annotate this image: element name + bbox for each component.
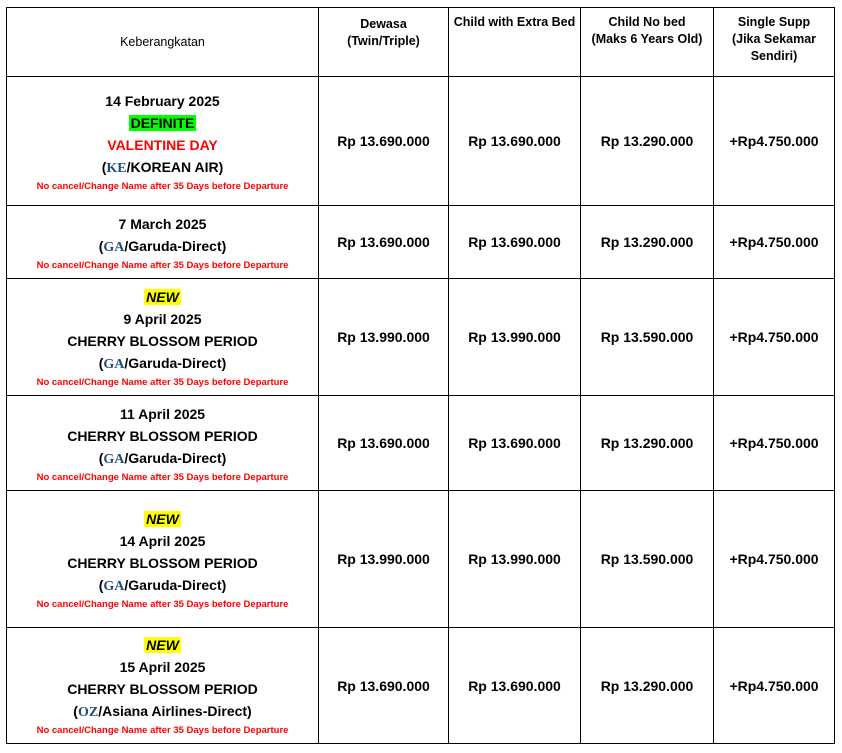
airline-code: GA — [103, 451, 125, 467]
airline-line: (GA/Garuda-Direct) — [98, 576, 227, 594]
period-label: CHERRY BLOSSOM PERIOD — [67, 681, 258, 697]
departure-date: 11 April 2025 — [119, 405, 206, 422]
cancel-note: No cancel/Change Name after 35 Days before Departure — [36, 725, 289, 736]
airline-name: /Garuda-Direct) — [124, 237, 227, 254]
airline-code: GA — [103, 356, 125, 372]
price-adult: Rp 13.990.000 — [319, 279, 449, 396]
header-single-line3: Sendiri) — [750, 49, 798, 63]
cancel-note: No cancel/Change Name after 35 Days before Departure — [36, 376, 289, 388]
airline-name: /Garuda-Direct) — [124, 449, 227, 466]
header-child-extra-bed-text: Child with Extra Bed — [453, 15, 576, 29]
price-child-extra-bed: Rp 13.690.000 — [449, 77, 581, 206]
airline-line: (GA/Garuda-Direct) — [98, 237, 227, 255]
price-single-supp: +Rp4.750.000 — [714, 628, 835, 744]
price-child-extra-bed: Rp 13.990.000 — [449, 491, 581, 628]
price-child-extra-bed: Rp 13.990.000 — [449, 279, 581, 396]
departure-date: 14 April 2025 — [119, 532, 206, 549]
price-adult: Rp 13.990.000 — [319, 491, 449, 628]
departure-cell — [7, 491, 319, 628]
price-adult: Rp 13.690.000 — [319, 628, 449, 744]
period-label: CHERRY BLOSSOM PERIOD — [67, 427, 258, 444]
new-badge: NEW — [146, 288, 179, 305]
price-child-no-bed: Rp 13.590.000 — [581, 491, 714, 628]
period-label: CHERRY BLOSSOM PERIOD — [67, 332, 258, 349]
price-single-supp: +Rp4.750.000 — [714, 396, 835, 491]
price-single-supp: +Rp4.750.000 — [714, 206, 835, 279]
table-row — [7, 396, 835, 491]
departure-cell — [7, 279, 319, 396]
price-single-supp: +Rp4.750.000 — [714, 279, 835, 396]
definite-badge: DEFINITE — [130, 114, 195, 131]
airline-code: OZ — [77, 705, 99, 720]
airline-line: (GA/Garuda-Direct) — [98, 354, 227, 372]
cancel-note: No cancel/Change Name after 35 Days before Departure — [36, 180, 289, 192]
price-child-no-bed: Rp 13.590.000 — [581, 279, 714, 396]
table-row — [7, 491, 835, 628]
header-adult-line2: (Twin/Triple) — [347, 34, 420, 48]
departure-date: 15 April 2025 — [119, 659, 206, 675]
departure-cell — [7, 77, 319, 206]
table-row — [7, 279, 835, 396]
airline-line: (GA/Garuda-Direct) — [98, 449, 227, 467]
price-adult: Rp 13.690.000 — [319, 206, 449, 279]
cancel-note: No cancel/Change Name after 35 Days before Departure — [36, 598, 289, 610]
table-row — [7, 628, 835, 744]
new-badge: NEW — [146, 510, 179, 527]
header-child-no-bed-line1: Child No bed — [608, 15, 686, 29]
price-child-no-bed: Rp 13.290.000 — [581, 77, 714, 206]
airline-name: /Asiana Airlines-Direct) — [98, 703, 252, 719]
airline-code: KE — [106, 160, 127, 176]
header-departure-text: Keberangkatan — [120, 34, 205, 49]
table-row — [7, 206, 835, 279]
header-single-supp — [714, 8, 835, 77]
price-child-extra-bed: Rp 13.690.000 — [449, 396, 581, 491]
price-table — [6, 7, 835, 744]
airline-line: (OZ/Asiana Airlines-Direct) — [73, 703, 252, 720]
price-child-extra-bed: Rp 13.690.000 — [449, 206, 581, 279]
airline-code: GA — [103, 578, 125, 594]
price-child-no-bed: Rp 13.290.000 — [581, 206, 714, 279]
header-child-extra-bed — [449, 8, 581, 77]
cancel-note: No cancel/Change Name after 35 Days before Departure — [36, 471, 289, 483]
header-adult — [319, 8, 449, 77]
cancel-note: No cancel/Change Name after 35 Days before Departure — [36, 259, 289, 271]
departure-date: 14 February 2025 — [105, 92, 220, 109]
header-child-no-bed — [581, 8, 714, 77]
price-adult: Rp 13.690.000 — [319, 396, 449, 491]
header-departure — [7, 8, 319, 77]
price-single-supp: +Rp4.750.000 — [714, 491, 835, 628]
airline-name: /KOREAN AIR) — [126, 158, 224, 175]
airline-name: /Garuda-Direct) — [124, 576, 227, 593]
period-label: CHERRY BLOSSOM PERIOD — [67, 554, 258, 571]
departure-cell — [7, 206, 319, 279]
header-child-no-bed-line2: (Maks 6 Years Old) — [591, 32, 703, 46]
departure-cell — [7, 396, 319, 491]
price-adult: Rp 13.690.000 — [319, 77, 449, 206]
airline-line: (KE/KOREAN AIR) — [101, 158, 224, 176]
header-single-line2: (Jika Sekamar — [731, 32, 817, 46]
departure-date: 7 March 2025 — [118, 215, 207, 232]
new-badge: NEW — [146, 637, 179, 653]
price-child-no-bed: Rp 13.290.000 — [581, 628, 714, 744]
table-row — [7, 77, 835, 206]
header-single-line1: Single Supp — [737, 15, 811, 29]
header-row — [7, 8, 835, 77]
price-child-extra-bed: Rp 13.690.000 — [449, 628, 581, 744]
header-adult-line1: Dewasa — [360, 17, 407, 31]
departure-cell — [7, 628, 319, 744]
airline-code: GA — [103, 239, 125, 255]
departure-date: 9 April 2025 — [123, 310, 202, 327]
price-child-no-bed: Rp 13.290.000 — [581, 396, 714, 491]
price-single-supp: +Rp4.750.000 — [714, 77, 835, 206]
event-label: VALENTINE DAY — [107, 136, 218, 153]
airline-name: /Garuda-Direct) — [124, 354, 227, 371]
